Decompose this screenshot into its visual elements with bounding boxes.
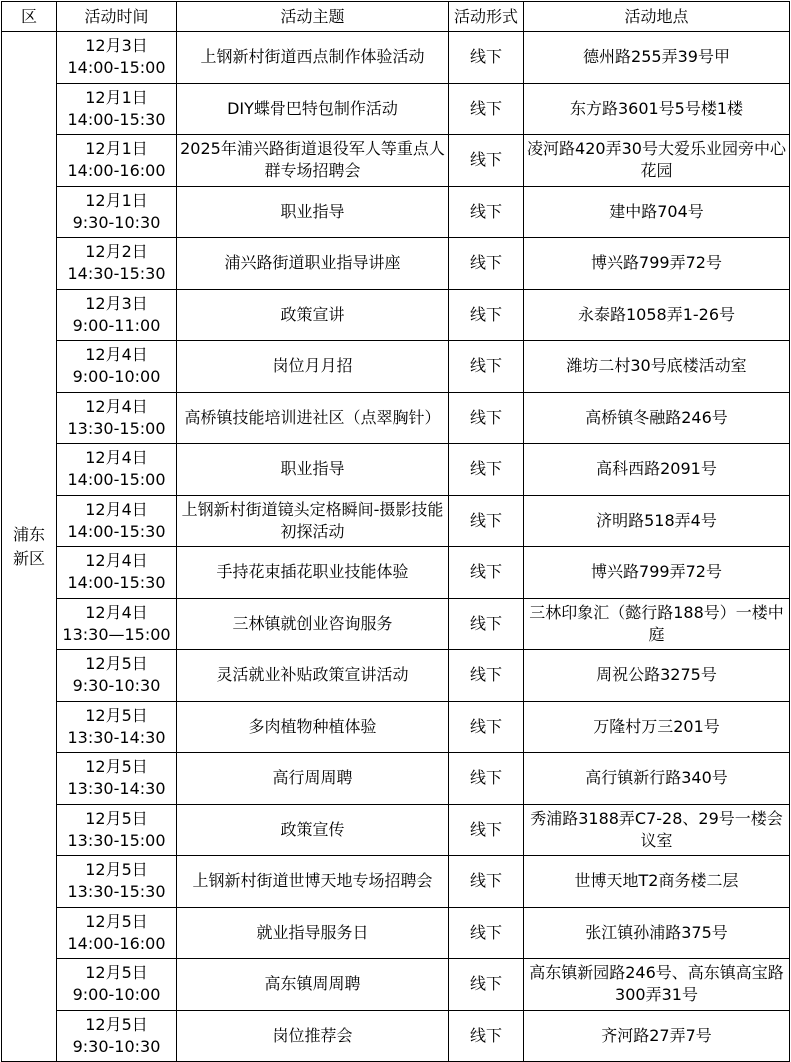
format-cell: 线下 — [449, 341, 524, 393]
format-cell: 线下 — [449, 650, 524, 702]
time-cell — [57, 753, 177, 805]
theme-cell: DIY蝶骨巴特包制作活动 — [177, 83, 449, 135]
table-row — [2, 701, 790, 753]
time-cell — [57, 392, 177, 444]
activity-time: 9:00-10:00 — [72, 985, 161, 1005]
location-cell: 凌河路420弄30号大爱乐业园旁中心花园 — [524, 135, 790, 187]
format-cell: 线下 — [449, 1010, 524, 1062]
activity-date: 12月5日 — [85, 860, 148, 880]
table-row — [2, 186, 790, 238]
location-cell: 建中路704号 — [524, 186, 790, 238]
activity-date: 12月5日 — [85, 757, 148, 777]
time-cell — [57, 1010, 177, 1062]
format-cell: 线下 — [449, 598, 524, 650]
header-time: 活动时间 — [57, 2, 177, 32]
time-cell — [57, 650, 177, 702]
theme-cell: 职业指导 — [177, 444, 449, 496]
table-row — [2, 238, 790, 290]
location-cell: 万隆村万三201号 — [524, 701, 790, 753]
time-cell — [57, 238, 177, 290]
district-cell: 浦东 新区 — [2, 32, 57, 1062]
activity-table — [1, 1, 790, 1062]
location-cell: 潍坊二村30号底楼活动室 — [524, 341, 790, 393]
table-row — [2, 32, 790, 84]
time-cell — [57, 341, 177, 393]
time-cell — [57, 444, 177, 496]
table-row — [2, 856, 790, 908]
theme-cell: 政策宣讲 — [177, 289, 449, 341]
activity-time: 9:30-10:30 — [72, 676, 161, 696]
format-cell: 线下 — [449, 444, 524, 496]
activity-time: 14:00-15:30 — [67, 521, 166, 541]
location-cell: 齐河路27弄7号 — [524, 1010, 790, 1062]
activity-date: 12月1日 — [85, 87, 148, 107]
activity-date: 12月1日 — [85, 139, 148, 159]
activity-time: 14:00-16:00 — [67, 161, 166, 181]
table-row — [2, 907, 790, 959]
table-row — [2, 392, 790, 444]
table-row — [2, 289, 790, 341]
activity-time: 14:00-16:00 — [67, 933, 166, 953]
location-cell: 三林印象汇（懿行路188号）一楼中庭 — [524, 598, 790, 650]
activity-time: 9:30-10:30 — [72, 212, 161, 232]
table-row — [2, 1010, 790, 1062]
header-theme: 活动主题 — [177, 2, 449, 32]
format-cell: 线下 — [449, 907, 524, 959]
theme-cell: 高行周周聘 — [177, 753, 449, 805]
theme-cell: 上钢新村街道镜头定格瞬间-摄影技能初探活动 — [177, 495, 449, 547]
format-cell: 线下 — [449, 83, 524, 135]
table-row — [2, 547, 790, 599]
location-cell: 永泰路1058弄1-26号 — [524, 289, 790, 341]
activity-time: 9:00-11:00 — [72, 315, 161, 335]
table-row — [2, 598, 790, 650]
format-cell: 线下 — [449, 289, 524, 341]
time-cell — [57, 804, 177, 856]
location-cell: 德州路255弄39号甲 — [524, 32, 790, 84]
location-cell: 高行镇新行路340号 — [524, 753, 790, 805]
theme-cell: 岗位月月招 — [177, 341, 449, 393]
table-row — [2, 341, 790, 393]
table-row — [2, 444, 790, 496]
time-cell — [57, 701, 177, 753]
activity-time: 14:00-15:30 — [67, 573, 166, 593]
header-location: 活动地点 — [524, 2, 790, 32]
theme-cell: 2025年浦兴路街道退役军人等重点人群专场招聘会 — [177, 135, 449, 187]
activity-time: 14:00-15:30 — [67, 109, 166, 129]
table-row — [2, 495, 790, 547]
activity-time: 13:30-15:30 — [67, 882, 166, 902]
theme-cell: 高东镇周周聘 — [177, 959, 449, 1011]
theme-cell: 多肉植物种植体验 — [177, 701, 449, 753]
location-cell: 高科西路2091号 — [524, 444, 790, 496]
activity-date: 12月5日 — [85, 654, 148, 674]
activity-date: 12月5日 — [85, 808, 148, 828]
location-cell: 高桥镇冬融路246号 — [524, 392, 790, 444]
activity-date: 12月5日 — [85, 911, 148, 931]
time-cell — [57, 83, 177, 135]
theme-cell: 职业指导 — [177, 186, 449, 238]
activity-time: 14:00-15:00 — [67, 470, 166, 490]
activity-time: 14:00-15:00 — [67, 58, 166, 78]
activity-date: 12月4日 — [85, 551, 148, 571]
theme-cell: 手持花束插花职业技能体验 — [177, 547, 449, 599]
activity-date: 12月5日 — [85, 1014, 148, 1034]
location-cell: 秀浦路3188弄C7-28、29号一楼会议室 — [524, 804, 790, 856]
format-cell: 线下 — [449, 32, 524, 84]
format-cell: 线下 — [449, 238, 524, 290]
header-format: 活动形式 — [449, 2, 524, 32]
format-cell: 线下 — [449, 135, 524, 187]
format-cell: 线下 — [449, 959, 524, 1011]
theme-cell: 政策宣传 — [177, 804, 449, 856]
activity-time: 14:30-15:30 — [67, 264, 166, 284]
location-cell: 东方路3601号5号楼1楼 — [524, 83, 790, 135]
activity-date: 12月5日 — [85, 705, 148, 725]
activity-date: 12月3日 — [85, 36, 148, 56]
location-cell: 周祝公路3275号 — [524, 650, 790, 702]
time-cell — [57, 856, 177, 908]
time-cell — [57, 135, 177, 187]
format-cell: 线下 — [449, 856, 524, 908]
activity-time: 13:30-15:00 — [67, 830, 166, 850]
time-cell — [57, 547, 177, 599]
activity-time: 9:00-10:00 — [72, 367, 161, 387]
activity-date: 12月5日 — [85, 963, 148, 983]
time-cell — [57, 32, 177, 84]
activity-time: 9:30-10:30 — [72, 1036, 161, 1056]
time-cell — [57, 186, 177, 238]
table-row — [2, 650, 790, 702]
activity-date: 12月2日 — [85, 242, 148, 262]
table-row — [2, 804, 790, 856]
theme-cell: 三林镇就创业咨询服务 — [177, 598, 449, 650]
activity-date: 12月4日 — [85, 448, 148, 468]
activity-time: 13:30-14:30 — [67, 779, 166, 799]
theme-cell: 上钢新村街道西点制作体验活动 — [177, 32, 449, 84]
format-cell: 线下 — [449, 186, 524, 238]
format-cell: 线下 — [449, 495, 524, 547]
format-cell: 线下 — [449, 753, 524, 805]
time-cell — [57, 959, 177, 1011]
time-cell — [57, 495, 177, 547]
theme-cell: 岗位推荐会 — [177, 1010, 449, 1062]
format-cell: 线下 — [449, 547, 524, 599]
theme-cell: 高桥镇技能培训进社区（点翠胸针） — [177, 392, 449, 444]
format-cell: 线下 — [449, 701, 524, 753]
time-cell — [57, 598, 177, 650]
table-row — [2, 753, 790, 805]
location-cell: 高东镇新园路246号、高东镇高宝路300弄31号 — [524, 959, 790, 1011]
theme-cell: 上钢新村街道世博天地专场招聘会 — [177, 856, 449, 908]
theme-cell: 浦兴路街道职业指导讲座 — [177, 238, 449, 290]
table-row — [2, 83, 790, 135]
activity-date: 12月4日 — [85, 602, 148, 622]
activity-date: 12月4日 — [85, 499, 148, 519]
location-cell: 博兴路799弄72号 — [524, 547, 790, 599]
location-cell: 济明路518弄4号 — [524, 495, 790, 547]
location-cell: 博兴路799弄72号 — [524, 238, 790, 290]
activity-date: 12月4日 — [85, 345, 148, 365]
location-cell: 张江镇孙浦路375号 — [524, 907, 790, 959]
time-cell — [57, 289, 177, 341]
format-cell: 线下 — [449, 392, 524, 444]
time-cell — [57, 907, 177, 959]
activity-time: 13:30-14:30 — [67, 727, 166, 747]
header-district: 区 — [2, 2, 57, 32]
activity-date: 12月3日 — [85, 293, 148, 313]
table-row — [2, 135, 790, 187]
activity-date: 12月1日 — [85, 190, 148, 210]
format-cell: 线下 — [449, 804, 524, 856]
table-body — [2, 32, 790, 1062]
activity-time: 13:30—15:00 — [62, 624, 171, 644]
header-row — [2, 2, 790, 32]
theme-cell: 灵活就业补贴政策宣讲活动 — [177, 650, 449, 702]
theme-cell: 就业指导服务日 — [177, 907, 449, 959]
activity-date: 12月4日 — [85, 396, 148, 416]
activity-time: 13:30-15:00 — [67, 418, 166, 438]
location-cell: 世博天地T2商务楼二层 — [524, 856, 790, 908]
table-row — [2, 959, 790, 1011]
